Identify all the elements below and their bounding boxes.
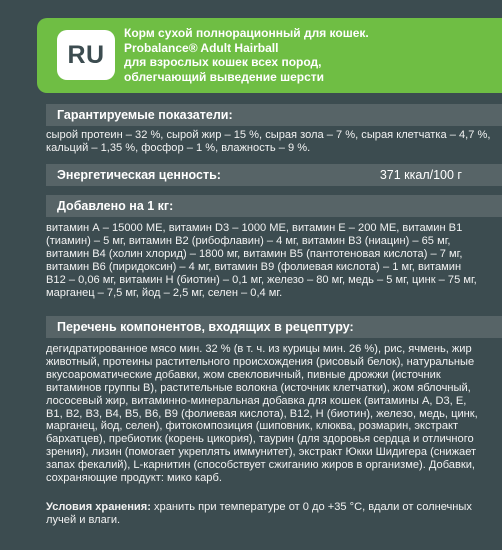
storage-line: хранить при температуре от 0 до +35 °С, вдали от солнечных bbox=[150, 501, 472, 513]
components-line: бархатцев), пребиотик (корень цикория), таурин (для здоровья сердца и отличного bbox=[46, 433, 474, 446]
guaranteed-heading bbox=[46, 104, 502, 126]
components-text bbox=[46, 343, 498, 485]
components-line: марганец, йод, селен), фитокомпозиция (шиповник, клюква, розмарин, экстракт bbox=[46, 420, 459, 433]
product-title-line: облегчающий выведение шерсти bbox=[124, 69, 325, 84]
components-line: запах фекалий), L-карнитин (способствует сжиганию жиров в организме). Добавки, bbox=[46, 459, 475, 472]
additives-line: В12 – 0,06 мг, витамин Н (биотин) – 0,1 мг, железо – 80 мг, медь – 5 мг, цинк – 75 мг, bbox=[46, 273, 477, 286]
additives-line: (тиамин) – 5 мг, витамин В2 (рибофлавин) – 4 мг, витамин В3 (ниацин) – 65 мг, bbox=[46, 234, 451, 247]
components-line: витаминов группы В), растительные волокна (источник клетчатки), жом яблочный, bbox=[46, 381, 471, 394]
additives-text bbox=[46, 222, 498, 299]
energy-value: 371 ккал/100 г bbox=[379, 168, 462, 182]
product-title bbox=[124, 26, 494, 84]
components-line: зрения), лизин (помогает укреплять иммунитет), экстракт Юкки Шидигера (снижает bbox=[46, 446, 477, 459]
components-heading bbox=[46, 316, 502, 338]
guaranteed-text bbox=[46, 129, 498, 155]
storage-label: Условия хранения: bbox=[46, 501, 151, 513]
components-line: В1, В2, В3, В4, В5, В6, В9 (фолиевая кислота), В12, Н (биотин), железо, медь, цинк, bbox=[46, 407, 478, 420]
components-heading-text: Перечень компонентов, входящих в рецептуру: bbox=[57, 320, 354, 334]
energy-heading bbox=[46, 164, 502, 186]
product-title-line: Probalance® Adult Hairball bbox=[124, 40, 279, 55]
additives-line: витамин В6 (пиридоксин) – 4 мг, витамин В9 (фолиевая кислота) – 1 мг, витамин bbox=[46, 260, 462, 273]
components-line: вкусоароматические добавки, жом свекловичный, пивные дрожжи (источник bbox=[46, 368, 441, 381]
product-title-line: для взрослых кошек всех пород, bbox=[124, 55, 322, 69]
storage-line: лучей и влаги. bbox=[46, 513, 121, 526]
additives-heading-text: Добавлено на 1 кг: bbox=[57, 199, 174, 213]
guaranteed-line: кальций – 1,35 %, фосфор – 1 %, влажность – 9 %. bbox=[46, 141, 311, 154]
components-line: дегидратированное мясо мин. 32 % (в т. ч. из курицы мин. 26 %), рис, ячмень, жир bbox=[46, 343, 472, 355]
language-badge: RU bbox=[57, 30, 115, 80]
components-line: сохраняющие продукт: мико карб. bbox=[46, 472, 222, 485]
additives-line: витамин А – 15000 МЕ, витамин D3 – 1000 МЕ, витамин Е – 200 МЕ, витамин В1 bbox=[46, 222, 463, 234]
additives-line: витамин В4 (холин хлорид) – 1800 мг, витамин В5 (пантотеновая кислота) – 7 мг, bbox=[46, 247, 463, 260]
components-line: животный, протеины растительного происхождения (рисовый белок), натуральные bbox=[46, 355, 475, 368]
components-line: лососевый жир, витаминно-минеральная добавка для кошек (витамины А, D3, Е, bbox=[46, 394, 467, 407]
energy-heading-text: Энергетическая ценность: bbox=[57, 168, 221, 182]
additives-line: марганец – 7,5 мг, йод – 2,5 мг, селен – 0,4 мг. bbox=[46, 286, 283, 299]
product-header-banner bbox=[37, 18, 502, 93]
storage-text bbox=[46, 501, 498, 527]
product-title-line: Корм сухой полнорационный для кошек. bbox=[124, 26, 369, 40]
additives-heading bbox=[46, 195, 502, 217]
guaranteed-heading-text: Гарантируемые показатели: bbox=[57, 108, 233, 122]
guaranteed-line: сырой протеин – 32 %, сырой жир – 15 %, сырая зола – 7 %, сырая клетчатка – 4,7 %, bbox=[46, 129, 491, 141]
